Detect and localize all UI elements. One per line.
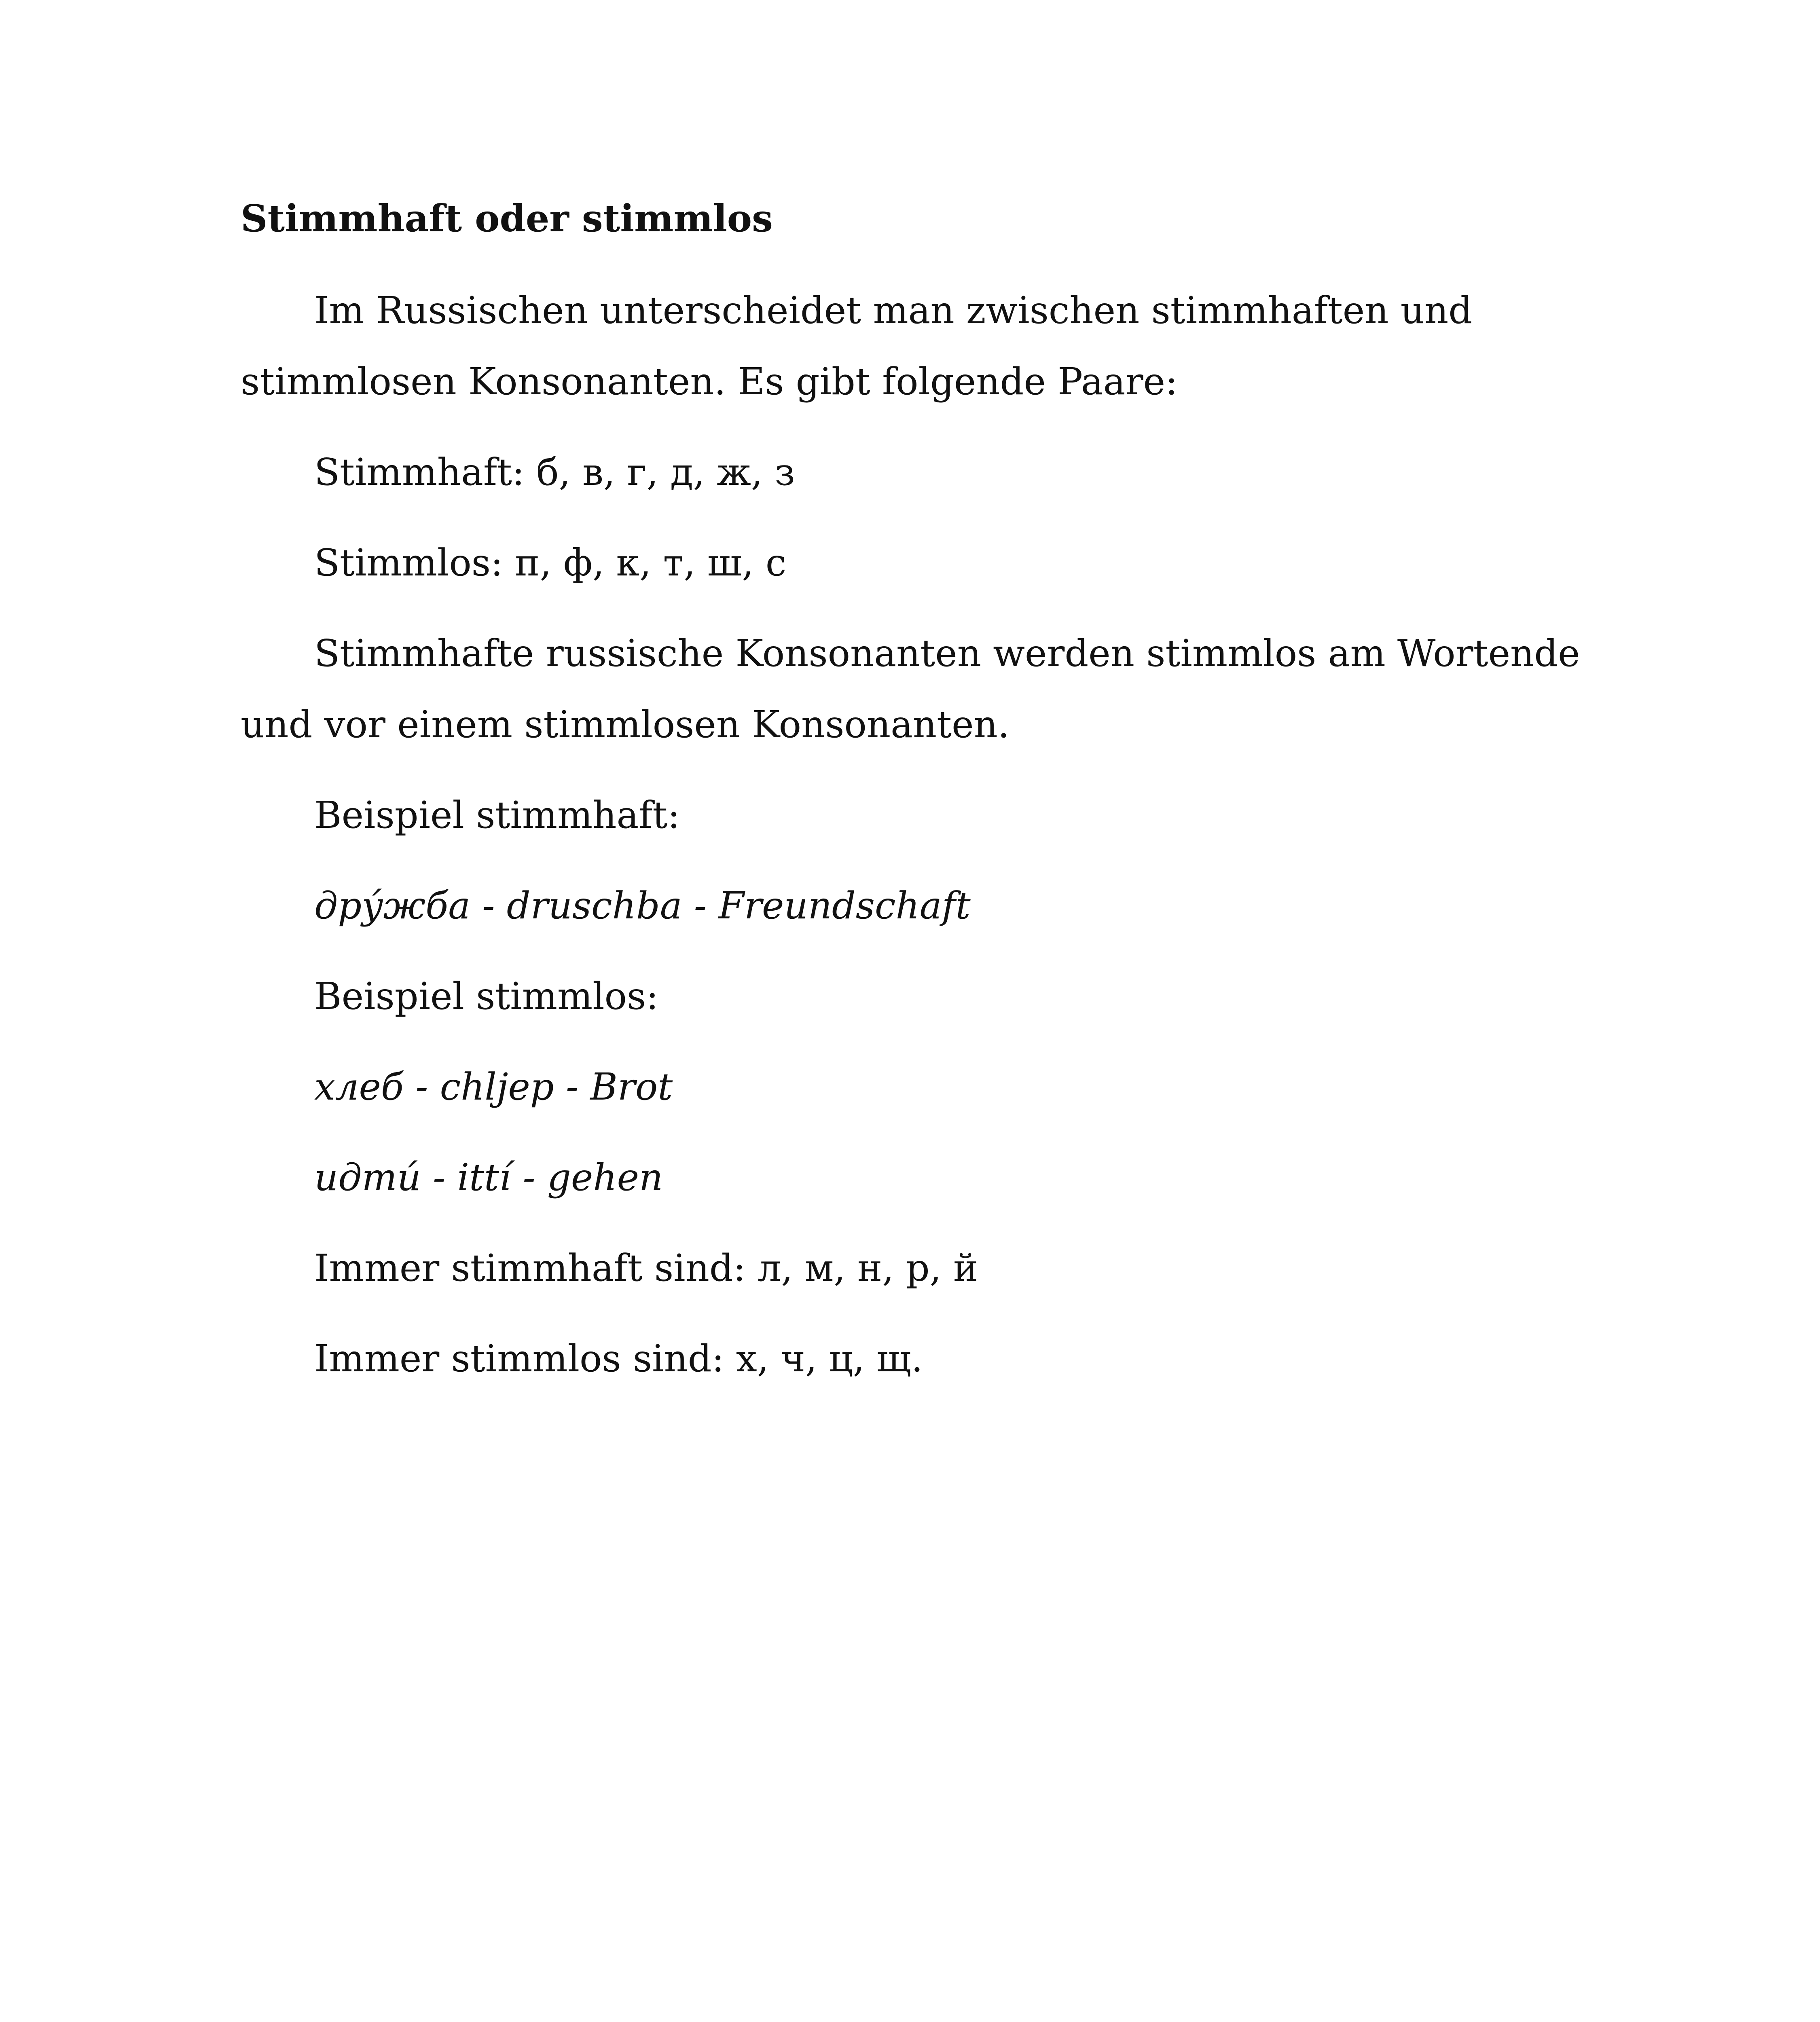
example-voiced-label: Beispiel stimmhaft: xyxy=(314,793,680,837)
example-voiced-word: дру́жба - druschba - Freundschaft xyxy=(314,884,971,927)
intro-paragraph: Im Russischen unterscheidet man zwischen stimmhaften und stimmlosen Konsonanten. Es gibt folgende Paare: xyxy=(241,289,1473,403)
section-heading: Stimmhaft oder stimmlos xyxy=(241,197,773,240)
rule-paragraph: Stimmhafte russische Konsonanten werden stimmlos am Wortende und vor einem stimmlosen Konsonanten. xyxy=(241,632,1580,746)
page-content xyxy=(241,190,1624,1414)
example-voiceless-label: Beispiel stimmlos: xyxy=(314,975,659,1018)
example-voiceless-word-2: идти́ - ittí - gehen xyxy=(314,1156,663,1199)
always-voiceless-line: Immer stimmlos sind: х, ч, ц, щ. xyxy=(314,1337,923,1380)
always-voiced-line: Immer stimmhaft sind: л, м, н, р, й xyxy=(314,1246,978,1290)
voiceless-consonants-line: Stimmlos: п, ф, к, т, ш, с xyxy=(314,541,787,584)
voiced-consonants-line: Stimmhaft: б, в, г, д, ж, з xyxy=(314,451,795,494)
example-voiceless-word-1: хлеб - chljep - Brot xyxy=(314,1065,673,1108)
